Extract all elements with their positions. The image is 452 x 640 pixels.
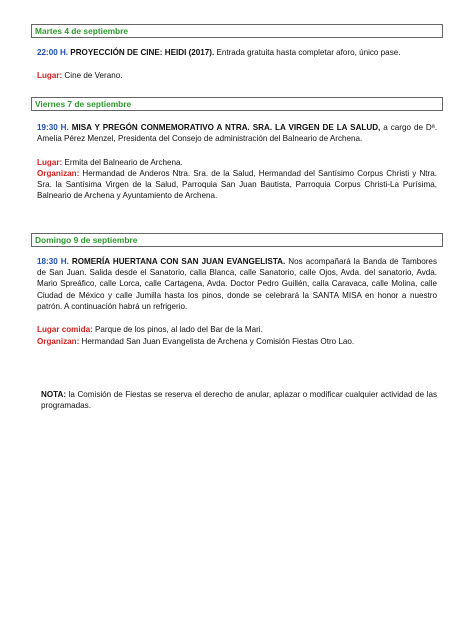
note-text: la Comisión de Fiestas se reserva el derecho de anular, aplazar o modificar cualquier actividad de las programadas. [41,390,437,411]
event-location [37,157,437,168]
day-header-viernes: Viernes 7 de septiembre [31,97,443,111]
day-header-domingo: Domingo 9 de septiembre [31,233,443,247]
day-header-martes: Martes 4 de septiembre [31,24,443,38]
event-organizers [37,336,437,347]
organizers-label: Organizan: [37,169,80,178]
event-body: Entrada gratuita hasta completar aforo, único pase. [214,48,401,57]
note-label: NOTA: [41,390,67,399]
event-title: PROYECCIÓN DE CINE: HEIDI (2017). [70,48,215,57]
event-time: 19:30 H. [37,123,69,132]
location-label: Lugar: [37,158,63,167]
note [41,389,437,411]
event-description [37,47,437,58]
organizers-value: Hermandad San Juan Evangelista de Archena y Comisión Fiestas Otro Lao. [79,337,355,346]
location-label: Lugar comida: [37,325,93,334]
event-body: Nos acompañará la Banda de Tambores de San Juan. Salida desde el Sanatorio, calla Blanca, calle Sanatorio, calle Ojos, Avda. del sanatorio, Avda. Mario Spreáfico, calle Lorca, calle Cartagena, Avda. Doctor Pedro Guillén, calla Caravaca, calle Molina, calle Ciudad de México y calle Jumilla hasta los pinos, donde se celebrará la SANTA MISA en honor a nuestro patrón. A continuación habrá un refrigerio. [37,257,437,311]
location-value: Parque de los pinos, al lado del Bar de la Mari. [92,325,263,334]
event-time: 22:00 H. [37,48,69,57]
event-organizers [37,168,437,202]
location-value: Ermita del Balneario de Archena. [62,158,183,167]
event-location [37,70,437,81]
location-value: Cine de Verano. [62,71,123,80]
event-title: MISA Y PREGÓN CONMEMORATIVO A NTRA. SRA. LA VIRGEN DE LA SALUD, [71,123,381,132]
event-time: 18:30 H. [37,257,69,266]
organizers-label: Organizan: [37,337,80,346]
event-title: ROMERÍA HUERTANA CON SAN JUAN EVANGELISTA. [71,257,286,266]
location-label: Lugar: [37,71,63,80]
event-description [37,122,437,144]
event-description [37,256,437,312]
event-location [37,324,437,335]
organizers-value: Hermandad de Anderos Ntra. Sra. de la Salud, Hermandad del Santísimo Corpus Christi y Ntra. Sra. la Santísima Virgen de la Salud, Parroquia San Juan Bautista, Parroquia Corpus Christi-La Purísima, Balneario de Archena y Ayuntamiento de Archena. [37,169,437,201]
event-body: a cargo de Dª. Amelia Pérez Menzel, Presidenta del Consejo de administración del Balneario de Archena. [37,123,437,144]
